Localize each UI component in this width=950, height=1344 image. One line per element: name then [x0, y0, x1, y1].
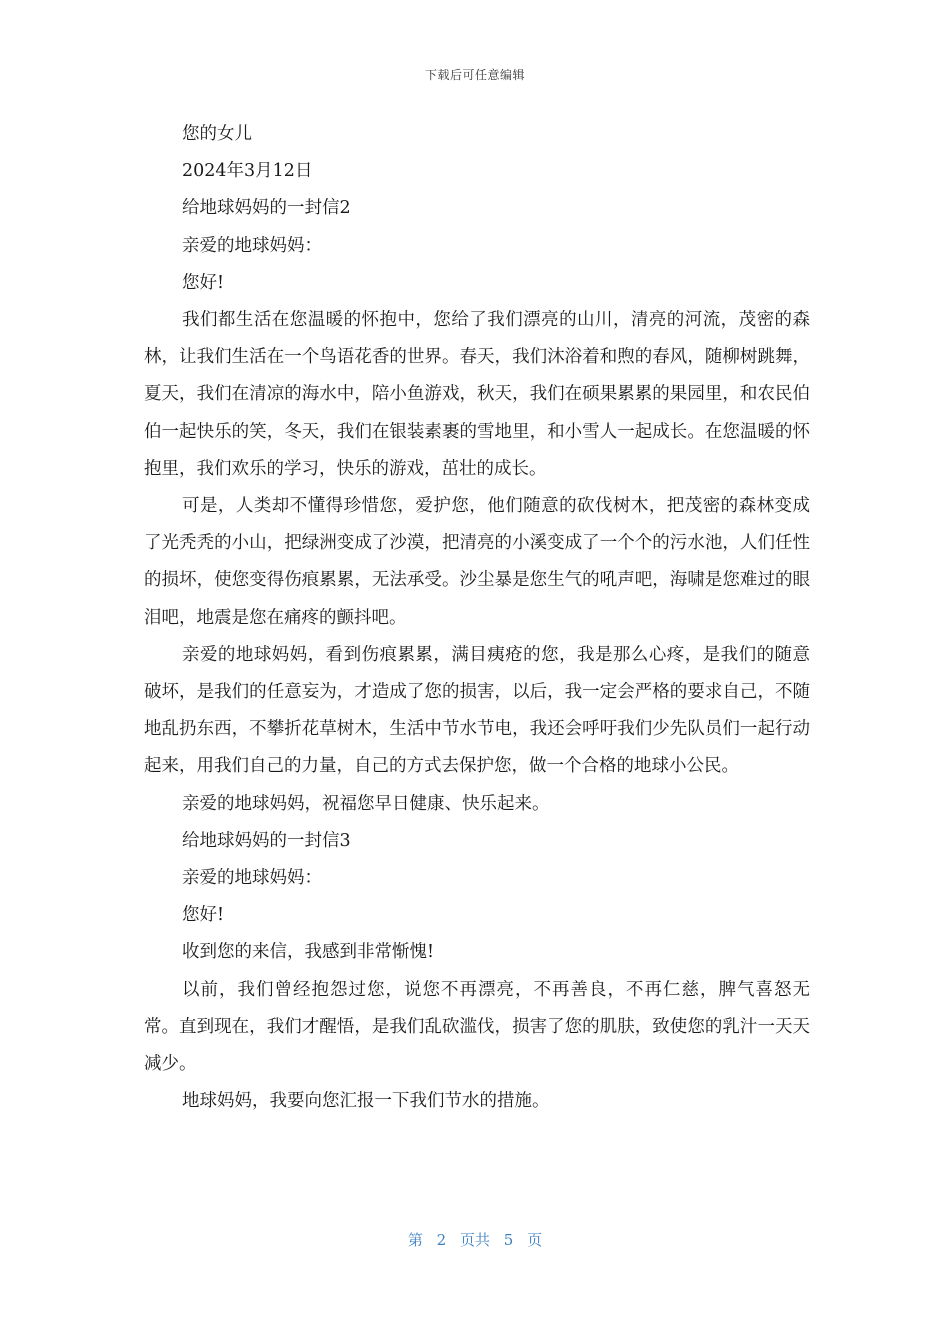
paragraph: 地球妈妈，我要向您汇报一下我们节水的措施。	[182, 1091, 550, 1112]
greeting: 您好!	[182, 272, 225, 293]
document-body	[144, 116, 810, 1120]
date-line: 2024年3月12日	[182, 161, 313, 182]
paragraph: 可是，人类却不懂得珍惜您，爱护您，他们随意的砍伐树木，把茂密的森林变成了光秃秃的小山，把绿洲变成了沙漠，把清亮的小溪变成了一个个的污水池，人们任性的损坏，使您变得伤痕累累，无法承受。沙尘暴是您生气的吼声吧，海啸是您难过的眼泪吧，地震是您在痛疼的颤抖吧。	[144, 496, 810, 628]
page-label: 第	[407, 1231, 423, 1249]
current-page-number: 2	[436, 1231, 447, 1249]
paragraph: 亲爱的地球妈妈，祝福您早日健康、快乐起来。	[182, 793, 550, 814]
page-suffix: 页	[527, 1231, 543, 1249]
signature-line: 您的女儿	[182, 124, 252, 144]
salutation: 亲爱的地球妈妈：	[182, 868, 322, 889]
paragraph: 我们都生活在您温暖的怀抱中，您给了我们漂亮的山川，清亮的河流，茂密的森林，让我们生活在一个鸟语花香的世界。春天，我们沐浴着和煦的春风，随柳树跳舞，夏天，我们在清凉的海水中，陪小鱼游戏，秋天，我们在硕果累累的果园里，和农民伯伯一起快乐的笑，冬天，我们在银装素裹的雪地里，和小雪人一起成长。在您温暖的怀抱里，我们欢乐的学习，快乐的游戏，茁壮的成长。	[144, 310, 810, 479]
total-pages-number: 5	[503, 1231, 514, 1249]
letter-title: 给地球妈妈的一封信3	[182, 830, 351, 851]
page-footer	[0, 1229, 950, 1250]
paragraph: 亲爱的地球妈妈，看到伤痕累累，满目痍疮的您，我是那么心疼，是我们的随意破坏，是我们的任意妄为，才造成了您的损害，以后，我一定会严格的要求自己，不随地乱扔东西，不攀折花草树木，生活中节水节电，我还会呼吁我们少先队员们一起行动起来，用我们自己的力量，自己的方式去保护您，做一个合格的地球小公民。	[144, 644, 810, 777]
paragraph: 收到您的来信，我感到非常惭愧!	[182, 942, 435, 963]
greeting: 您好!	[182, 905, 225, 926]
salutation: 亲爱的地球妈妈：	[182, 235, 322, 256]
letter-title: 给地球妈妈的一封信2	[182, 198, 351, 219]
paragraph: 以前，我们曾经抱怨过您，说您不再漂亮，不再善良，不再仁慈，脾气喜怒无常。直到现在，我们才醒悟，是我们乱砍滥伐，损害了您的肌肤，致使您的乳汁一天天减少。	[144, 979, 810, 1075]
page-header: 下载后可任意编辑	[424, 68, 525, 82]
total-label: 页共	[459, 1231, 490, 1249]
